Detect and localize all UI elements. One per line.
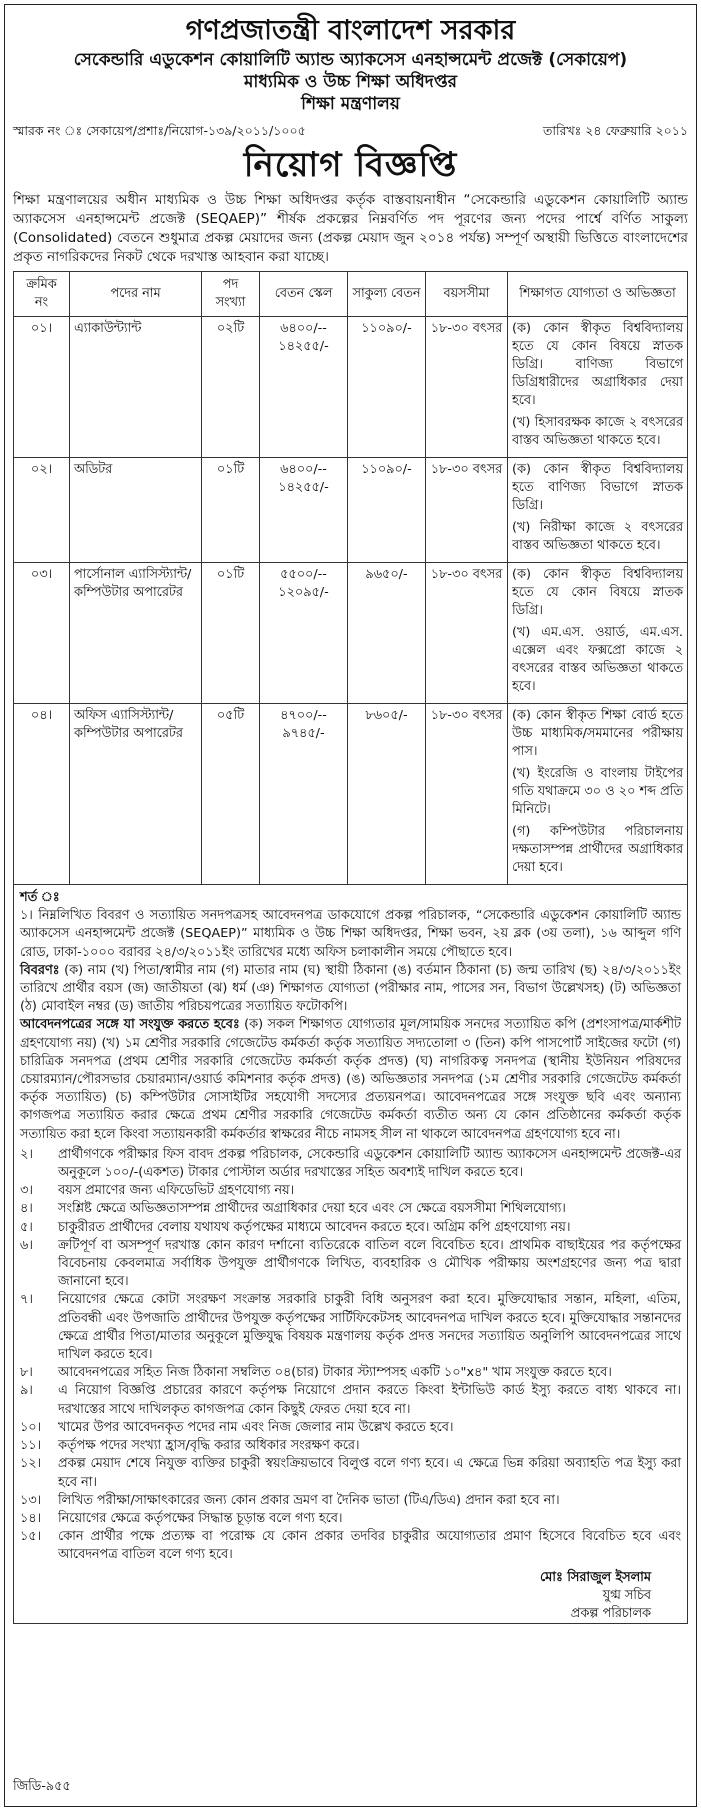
list-item	[20, 1146, 681, 1182]
item-text: নিয়োগের ক্ষেত্রে কোটা সংরক্ষণ সংক্রান্ত সরকারি চাকুরী বিধি অনুসরণ করা হবে। মুক্তিযোদ্ধার সন্তান, মহিলা, এতিম, প্রতিবন্ধী এবং উপজাতি প্রার্থীদের উপযুক্ত কর্তৃপক্ষের সার্টিফিকেটসহ আবেদনপত্র দাখিল করতে হবে। মুক্তিযোদ্ধার সন্তানদের ক্ষেত্রে প্রার্থীর পিতা/মাতার অনুকূলে মুক্তিযুদ্ধ বিষয়ক মন্ত্রণালয় কর্তৃক প্রদত্ত সনদের সত্যায়িত অনুলিপি আবেদনপত্রের সাথে দাখিল করতে হবে।	[58, 1292, 681, 1363]
list-item	[20, 1182, 681, 1200]
qualification-item: (ক) কোন স্বীকৃত শিক্ষা বোর্ড হতে উচ্চ মাধ্যমিক/সমমানের পরীক্ষায় পাস।	[512, 708, 683, 759]
posts-table	[13, 271, 688, 885]
signatory-name: মোঃ সিরাজুল ইসলাম	[539, 1569, 651, 1585]
item-number: ১৫।	[20, 1529, 42, 1545]
row-qualification	[508, 563, 688, 704]
signatory-designation: যুগ্ম সচিব	[602, 1587, 651, 1603]
signature-block	[20, 1569, 681, 1623]
list-item	[20, 1419, 681, 1437]
row-post: অফিস এ্যাসিস্ট্যান্ট/ কম্পিউটার অপারেটর	[70, 704, 202, 885]
row-count: ০৫টি	[202, 704, 260, 885]
col-header-scale: বেতন স্কেল	[260, 272, 348, 317]
conditions-list	[20, 1146, 681, 1565]
row-age: ১৮-৩০ বৎসর	[426, 458, 508, 563]
item-number: ৮।	[20, 1365, 33, 1381]
directorate-heading: মাধ্যমিক ও উচ্চ শিক্ষা অধিদপ্তর	[243, 72, 458, 92]
signatory-office: প্রকল্প পরিচালক	[570, 1605, 651, 1621]
footer-reference: জিডি-৯৫৫	[13, 1779, 71, 1794]
row-qualification	[508, 704, 688, 885]
row-post: অডিটর	[70, 458, 202, 563]
qualification-item: (খ) হিসাবরক্ষক কাজে ২ বৎসরের বাস্তব অভিজ্ঞতা থাকতে হবে।	[512, 415, 683, 448]
col-header-post: পদের নাম	[70, 272, 202, 317]
list-item	[20, 1528, 681, 1564]
notice-page	[4, 4, 697, 1807]
item-number: ৪।	[20, 1201, 33, 1217]
item-text: খামের উপর আবেদনকৃত পদের নাম এবং নিজ জেলার নাম উল্লেখ করতে হবে।	[58, 1419, 454, 1435]
item-number: ৬।	[20, 1237, 33, 1253]
list-item	[20, 1492, 681, 1510]
row-serial: ০২।	[14, 458, 70, 563]
memo-date: তারিখঃ ২৪ ফেব্রুয়ারি ২০১১	[543, 123, 688, 138]
list-item	[20, 1437, 681, 1455]
item-text: নিয়োগের ক্ষেত্রে কর্তৃপক্ষের সিদ্ধান্ত চূড়ান্ত বলে গণ্য হবে।	[58, 1510, 343, 1526]
item-text: এ নিয়োগ বিজ্ঞপ্তি প্রচারের কারণে কর্তৃপক্ষ নিয়োগে প্রদান করতে কিংবা ইন্টাভিউ কার্ড ইস্যু করতে বাধ্য থাকবে না। দরখাস্তের সাথে দাখিলকৃত কাগজপত্র কোন কিছুই ফেরত দেয়া হবে না।	[58, 1383, 681, 1417]
qualification-item: (ক) কোন স্বীকৃত বিশ্ববিদ্যালয় হতে যে কোন বিষয়ে স্নাতক ডিগ্রি।	[512, 567, 683, 618]
list-item	[20, 1219, 681, 1237]
condition-1-attachments	[20, 1016, 681, 1143]
row-scale: ৫৫০০/-- ১২০৯৫/-	[260, 563, 348, 704]
row-post: পার্সোনাল এ্যাসিস্ট্যান্ট/ কম্পিউটার অপারেটর	[70, 563, 202, 704]
item-number: ১৩।	[20, 1492, 42, 1508]
list-item	[20, 1364, 681, 1382]
row-salary: ১১০৯০/-	[348, 458, 426, 563]
row-serial: ০৪।	[14, 704, 70, 885]
list-item	[20, 1237, 681, 1292]
list-item	[20, 1382, 681, 1418]
item-text: প্রার্থীগণকে পরীক্ষার ফিস বাবদ প্রকল্প পরিচালক, সেকেন্ডারি এডুকেশন কোয়ালিটি অ্যান্ড অ্যাকসেস এনহান্সমেন্ট প্রজেক্ট-এর অনুকূলে ১০০/-(একশত) টাকার পোস্টাল অর্ডার দরখাস্তের সহিত অবশ্যই দাখিল করতে হবে।	[58, 1146, 681, 1181]
row-scale: ৬৪০০/-- ১৪২৫৫/-	[260, 317, 348, 458]
item-text: সংশ্লিষ্ট ক্ষেত্রে অভিজ্ঞতাসম্পন্ন প্রার্থীদের অগ্রাধিকার দেয়া হবে এবং সে ক্ষেত্রে বয়সসীমা শিথিলযোগ্য।	[58, 1201, 566, 1217]
govt-heading: গণপ্রজাতন্ত্রী বাংলাদেশ সরকার	[185, 15, 516, 46]
col-header-count: পদ সংখ্যা	[202, 272, 260, 317]
item-number: ১২।	[20, 1456, 42, 1472]
project-heading: সেকেন্ডারি এডুকেশন কোয়ালিটি অ্যান্ড অ্যাকসেস এনহান্সমেন্ট প্রজেক্ট (সেকায়েপ)	[73, 50, 628, 70]
col-header-qualification: শিক্ষাগত যোগ্যতা ও অভিজ্ঞতা	[508, 272, 688, 317]
item-number: ৭।	[20, 1292, 33, 1308]
table-row	[14, 458, 688, 563]
item-number: ২।	[20, 1146, 33, 1162]
row-qualification	[508, 458, 688, 563]
row-serial: ০৩।	[14, 563, 70, 704]
row-serial: ০১।	[14, 317, 70, 458]
attachments-label: আবেদনপত্রের সঙ্গে যা সংযুক্ত করতে হবেঃ	[20, 1017, 240, 1033]
row-age: ১৮-৩০ বৎসর	[426, 704, 508, 885]
qualification-item: (খ) ইংরেজি ও বাংলায় টাইপের গতি যথাক্রমে ৩০ ও ২০ শব্দ প্রতি মিনিটে।	[512, 766, 683, 817]
row-count: ০১টি	[202, 458, 260, 563]
intro-paragraph: শিক্ষা মন্ত্রণালয়ের অধীন মাধ্যমিক ও উচ্চ শিক্ষা অধিদপ্তর কর্তৃক বাস্তবায়নাধীন “সেকেন্ডারি এডুকেশন কোয়ালিটি অ্যান্ড অ্যাকসেস এনহান্সমেন্ট প্রজেক্ট (SEQAEP)” শীর্ষক প্রকল্পের নিম্নবর্ণিত পদ পূরণের জন্য পদের পার্শ্বে বর্ণিত সাকুল্য (Consolidated) বেতনে শুধুমাত্র প্রকল্প মেয়াদের জন্য (প্রকল্প মেয়াদ জুন ২০১৪ পর্যন্ত) সম্পূর্ণ অস্থায়ী ভিত্তিতে বাংলাদেশের প্রকৃত নাগরিকদের নিকট থেকে দরখাস্ত আহবান করা যাচ্ছে।	[13, 192, 688, 265]
col-header-serial: ক্রমিক নং	[14, 272, 70, 317]
memo-number: স্মারক নং ঃ সেকায়েপ/প্রশাঃ/নিয়োগ-১৩৯/২০১১/১০০৫	[13, 123, 306, 138]
col-header-salary: সাকুল্য বেতন	[348, 272, 426, 317]
item-text: প্রকল্প মেয়াদ শেষে নিযুক্ত ব্যক্তির চাকুরী স্বয়ংক্রিয়ভাবে বিলুপ্ত বলে গণ্য হবে। এ ক্ষেত্রে ভিন্ন করিয়া অব্যাহতি পত্র ইস্যু করা হবে না।	[58, 1456, 681, 1490]
ministry-heading: শিক্ষা মন্ত্রণালয়	[301, 94, 400, 114]
item-text: লিখিত পরীক্ষা/সাক্ষাৎকারের জন্য কোন প্রকার ভ্রমণ বা দৈনিক ভাতা (টিএ/ডিএ) প্রদান করা হবে না।	[58, 1492, 560, 1508]
item-number: ৯।	[20, 1383, 33, 1399]
item-text: ক্রটিপূর্ণ বা অসম্পূর্ণ দরখাস্ত কোন কারণ দর্শানো ব্যতিরেকে বাতিল বলে বিবেচিত হবে। প্রাথমিক বাছাইয়ের পর কর্তৃপক্ষের বিবেচনায় কেবলমাত্র সর্বাধিক উপযুক্ত প্রার্থীগণকে লিখিত, ব্যবহারিক ও মৌখিক পরীক্ষায় অংশগ্রহণের জন্য পত্র দ্বারা জানানো হবে।	[58, 1237, 681, 1290]
memo-row	[13, 123, 688, 139]
item-text: চাকুরীরত প্রার্থীদের বেলায় যথাযথ কর্তৃপক্ষের মাধ্যমে আবেদন করতে হবে। অগ্রিম কপি গ্রহণযোগ্য নয়।	[58, 1219, 571, 1235]
row-salary: ৯৬৫০/-	[348, 563, 426, 704]
col-header-age: বয়সসীমা	[426, 272, 508, 317]
item-text: কর্তৃপক্ষ পদের সংখ্যা হ্রাস/বৃদ্ধি করার অধিকার সংরক্ষণ করে।	[58, 1438, 360, 1454]
item-number: ৫।	[20, 1219, 33, 1235]
row-count: ০১টি	[202, 563, 260, 704]
list-item	[20, 1455, 681, 1491]
row-scale: ৪৭০০/-- ৯৭৪৫/-	[260, 704, 348, 885]
attachments-text: (ক) সকল শিক্ষাগত যোগ্যতার মূল/সাময়িক সনদের সত্যায়িত কপি (প্রশংসাপত্র/মার্কশীট গ্রহণযোগ্য নয়) (খ) ১ম শ্রেণীর সরকারি গেজেটেড কর্মকর্তা কর্তৃক সত্যায়িত সদ্যতোলা ৩ (তিন) কপি পাসপোর্ট সাইজের ফটো (গ) চারিত্রিক সনদপত্র (প্রথম শ্রেণীর সরকারি গেজেটেড কর্মকর্তা কর্তৃক প্রদত্ত) (ঘ) নাগরিকত্ব সনদপত্র (স্থানীয় ইউনিয়ন পরিষদের চেয়ারম্যান/পৌরসভার চেয়ারম্যান/ওয়ার্ড কমিশনার কর্তৃক প্রদত্ত) (ঙ) অভিজ্ঞতার সনদপত্র (১ম শ্রেণীর সরকারি গেজেটেড কর্মকর্তা কর্তৃক সত্যায়িত) (চ) কম্পিউটার সোসাইটির সহযোগী সদস্যের প্রত্যয়নপত্র। আবেদনপত্রের সঙ্গে সংযুক্ত ছবি এবং অন্যান্য কাগজপত্র সত্যায়িত করার ক্ষেত্রে প্রথম শ্রেণীর সরকারি গেজেটেড কর্মকর্তা ব্যতীত অন্য যে কোন প্রতিষ্ঠানের কর্মকর্তা কর্তৃক সত্যায়িত করা হলে কিংবা সত্যায়নকারী কর্মকর্তার স্বাক্ষরের নীচে নামসহ সীল না থাকলে আবেদনপত্র গ্রহণযোগ্য হবে না।	[20, 1017, 681, 1142]
qualification-item: (খ) নিরীক্ষা কাজে ২ বৎসরের বাস্তব অভিজ্ঞতা থাকতে হবে।	[512, 520, 683, 553]
notice-title: নিয়োগ বিজ্ঞপ্তি	[243, 145, 458, 185]
conditions-section	[13, 885, 688, 1624]
condition-1-detail	[20, 962, 681, 1017]
qualification-item: (ক) কোন স্বীকৃত বিশ্ববিদ্যালয় হতে যে কোন বিষয়ে স্নাতক ডিগ্রি। বাণিজ্য বিভাগে ডিগ্রিধারীদের অগ্রাধিকার দেয়া হবে।	[512, 321, 683, 408]
row-salary: ১১০৯০/-	[348, 317, 426, 458]
item-number: ৩।	[20, 1183, 33, 1199]
item-text: বয়স প্রমাণের জন্য এফিডেভিট গ্রহণযোগ্য নয়।	[58, 1183, 295, 1199]
list-item	[20, 1291, 681, 1364]
item-text: আবেদনপত্রের সহিত নিজ ঠিকানা সম্বলিত ০৪(চার) টাকার স্ট্যাম্পসহ একটি ১০"x৪" খাম সংযুক্ত করতে হবে।	[58, 1365, 612, 1381]
row-post: এ্যাকাউন্ট্যান্ট	[70, 317, 202, 458]
qualification-item: (ক) কোন স্বীকৃত বিশ্ববিদ্যালয় হতে বাণিজ্য বিভাগে স্নাতক ডিগ্রি।	[512, 462, 683, 513]
condition-1: ১। নিম্নলিখিত বিবরণ ও সত্যায়িত সনদপত্রসহ আবেদনপত্র ডাকযোগে প্রকল্প পরিচালক, “সেকেন্ডারি এডুকেশন কোয়ালিটি অ্যান্ড অ্যাকসেস এনহান্সমেন্ট প্রজেক্ট (SEQAEP)” মাধ্যমিক ও উচ্চ শিক্ষা অধিদপ্তর, শিক্ষা ভবন, ২য় ব্লক (৩য় তলা), ১৬ আব্দুল গণি রোড, ঢাকা-১০০০ বরাবর ২৪/৩/২০১১ইং তারিখের মধ্যে অফিস চলাকালীন সময়ে পৌছাতে হবে।	[20, 908, 681, 960]
row-count: ০২টি	[202, 317, 260, 458]
item-number: ১১।	[20, 1438, 42, 1454]
qualification-item: (গ) কম্পিউটার পরিচালনায় দক্ষতাসম্পন্ন প্রার্থীদের অগ্রাধিকার দেয়া হবে।	[512, 824, 683, 875]
conditions-label: শর্ত ঃ	[20, 890, 60, 905]
item-number: ১৪।	[20, 1510, 42, 1526]
item-number: ১০।	[20, 1419, 42, 1435]
row-age: ১৮-৩০ বৎসর	[426, 317, 508, 458]
list-item	[20, 1200, 681, 1218]
row-qualification	[508, 317, 688, 458]
table-row	[14, 317, 688, 458]
table-row	[14, 704, 688, 885]
table-header-row	[14, 272, 688, 317]
list-item	[20, 1510, 681, 1528]
row-age: ১৮-৩০ বৎসর	[426, 563, 508, 704]
item-text: কোন প্রার্থীর পক্ষে প্রত্যক্ষ বা পরোক্ষ যে কোন প্রকার তদবির চাকুরীর অযোগ্যতার প্রমাণ হিসেবে বিবেচিত হবে এবং আবেদনপত্র বাতিল বলে গণ্য হবে।	[58, 1529, 681, 1563]
table-row	[14, 563, 688, 704]
detail-label: বিবরণঃ	[20, 962, 60, 978]
row-salary: ৮৬০৫/-	[348, 704, 426, 885]
detail-text: (ক) নাম (খ) পিতা/স্বামীর নাম (গ) মাতার নাম (ঘ) স্থায়ী ঠিকানা (ঙ) বর্তমান ঠিকানা (চ) জন্ম তারিখ (ছ) ২৪/৩/২০১১ইং তারিখে প্রার্থীর বয়স (জ) জাতীয়তা (ঝ) ধর্ম (ঞ) শিক্ষাগত যোগ্যতা (পরীক্ষার নাম, পাসের সন, বিভাগ উল্লেখসহ) (ট) অভিজ্ঞতা (ঠ) মোবাইল নম্বর (ড) জাতীয় পরিচয়পত্রের সত্যায়িত ফটোকপি।	[20, 962, 681, 1015]
qualification-item: (খ) এম.এস. ওয়ার্ড, এম.এস. এক্সেল এবং ফক্সপ্রো কাজে ২ বৎসরের বাস্তব অভিজ্ঞতা থাকতে হবে।	[512, 625, 683, 694]
row-scale: ৬৪০০/-- ১৪২৫৫/-	[260, 458, 348, 563]
